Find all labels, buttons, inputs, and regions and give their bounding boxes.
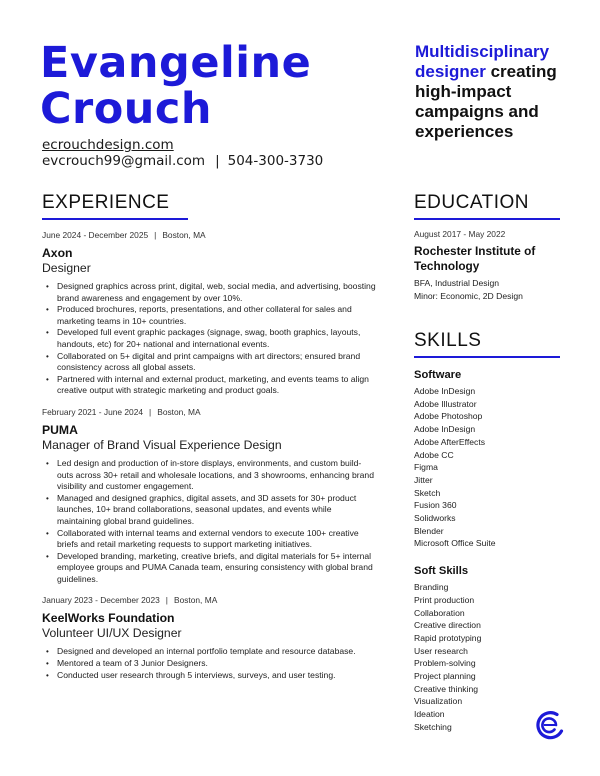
company-name: PUMA — [42, 422, 78, 437]
skills-section — [414, 330, 560, 734]
soft-skill-item: Rapid prototyping — [414, 632, 482, 643]
software-heading: Software — [414, 369, 462, 381]
job-bullets — [42, 281, 377, 397]
software-item: Solidworks — [414, 513, 456, 524]
job-bullets — [42, 646, 377, 681]
email-address[interactable]: evcrouch99@gmail.com — [42, 153, 206, 169]
contact-line — [42, 153, 323, 169]
bullet-item: • Managed and designed graphics, digital assets, and 3D assets for 30+ product launches, 10+ brand collaborations, seasonal updates, and events while maintaining global brand guidelines. — [42, 493, 377, 528]
job-meta — [42, 229, 377, 241]
soft-skill-item: Collaboration — [414, 607, 465, 618]
software-item: Jitter — [414, 474, 433, 485]
ec-monogram-logo-icon — [535, 710, 565, 740]
tagline-accent: Multidisciplinary designer — [415, 42, 550, 81]
degree-minor: Minor: Economic, 2D Design — [414, 290, 523, 301]
job-meta — [42, 406, 377, 418]
soft-skill-item: Creative direction — [414, 620, 481, 631]
software-list — [414, 385, 560, 550]
bullet-item: • Conducted user research through 5 interviews, surveys, and user testing. — [42, 670, 377, 682]
degree — [414, 277, 560, 302]
job-role: Manager of Brand Visual Experience Design — [42, 437, 282, 452]
bullet-item: • Produced brochures, reports, presentations, and other collateral for sales and marketing teams in 10+ countries. — [42, 304, 377, 327]
software-item: Figma — [414, 462, 438, 473]
job-location: Boston, MA — [157, 406, 201, 417]
company-name: KeelWorks Foundation — [42, 611, 175, 626]
job-entry-keelworks — [42, 594, 377, 681]
job-location: Boston, MA — [162, 230, 206, 240]
bullet-item: • Developed branding, marketing, creative briefs, and digital materials for 5+ internal employee groups and PUMA Canada team, ensuring consistency with global brand guidelines. — [42, 551, 377, 586]
name-first: Evangeline — [40, 38, 312, 88]
education-section — [414, 192, 560, 302]
job-entry-puma — [42, 406, 377, 586]
software-item: Adobe InDesign — [414, 386, 476, 396]
software-item: Fusion 360 — [414, 500, 457, 511]
website-link[interactable]: ecrouchdesign.com — [42, 137, 174, 153]
bullet-item: • Designed graphics across print, digital, web, social media, and advertising, boosting brand awareness and engagement by over 10%. — [42, 281, 377, 304]
soft-skill-item: Ideation — [414, 709, 445, 720]
software-item: Adobe AfterEffects — [414, 436, 486, 447]
experience-section — [42, 192, 377, 681]
contact-separator: | — [215, 153, 220, 169]
bullet-item: • Developed full event graphic packages (signage, swag, booth graphics, layouts, handouts, etc) for 20+ national and international events. — [42, 327, 377, 350]
software-item: Microsoft Office Suite — [414, 538, 496, 549]
job-bullets — [42, 458, 377, 586]
bullet-item: • Collaborated with internal teams and external vendors to execute 100+ creative briefs and retail marketing requests to support marketing initiatives. — [42, 528, 377, 551]
software-item: Blender — [414, 525, 444, 536]
candidate-name — [40, 40, 311, 132]
company-name: Axon — [42, 246, 73, 260]
job-role: Designer — [42, 261, 91, 275]
school-name: Rochester Institute of Technology — [414, 244, 536, 273]
soft-skill-item: Problem-solving — [414, 658, 476, 669]
software-item: Adobe CC — [414, 449, 454, 460]
tagline-rest: creating high-impact campaigns and experiences — [415, 62, 557, 141]
software-item: Adobe Photoshop — [414, 411, 483, 422]
education-dates: August 2017 - May 2022 — [414, 229, 506, 239]
phone-number[interactable]: 504-300-3730 — [227, 153, 324, 169]
bullet-item: • Led design and production of in-store displays, environments, and custom build-outs across 30+ retail and wholesale locations, and 3 showrooms, enhancing brand visibility and customer engagement. — [42, 458, 377, 493]
job-role: Volunteer UI/UX Designer — [42, 626, 182, 641]
software-item: Adobe InDesign — [414, 424, 476, 435]
job-dates: January 2023 - December 2023 — [42, 595, 160, 606]
experience-heading: EXPERIENCE — [42, 192, 188, 220]
soft-skill-item: Visualization — [414, 696, 463, 707]
software-item: Sketch — [414, 487, 441, 498]
job-dates: February 2021 - June 2024 — [42, 406, 144, 417]
meta-separator: | — [154, 230, 157, 240]
soft-skill-item: Sketching — [414, 721, 452, 732]
job-entry-axon — [42, 229, 377, 397]
bullet-item: • Collaborated on 5+ digital and print campaigns with art directors; ensured brand consistency across all global assets. — [42, 351, 377, 374]
soft-skill-item: Branding — [414, 582, 449, 593]
soft-skill-item: Print production — [414, 594, 475, 605]
bullet-item: • Mentored a team of 3 Junior Designers. — [42, 658, 377, 670]
name-last: Crouch — [40, 84, 213, 134]
soft-skill-item: User research — [414, 645, 468, 656]
job-meta — [42, 594, 377, 606]
meta-separator: | — [149, 406, 152, 417]
tagline — [415, 42, 585, 142]
job-location: Boston, MA — [173, 595, 218, 606]
soft-skills-heading: Soft Skills — [414, 565, 469, 578]
meta-separator: | — [165, 595, 168, 606]
bullet-item: • Partnered with internal and external product, marketing, and events teams to align creative output with strategic marketing and product goals. — [42, 374, 377, 397]
degree-major: BFA, Industrial Design — [414, 278, 500, 288]
bullet-item: • Designed and developed an internal portfolio template and resource database. — [42, 646, 377, 658]
soft-skill-item: Project planning — [414, 671, 476, 682]
software-item: Adobe Illustrator — [414, 398, 477, 409]
job-dates: June 2024 - December 2025 — [42, 230, 149, 240]
soft-skill-item: Creative thinking — [414, 683, 479, 694]
skills-heading: SKILLS — [414, 330, 560, 358]
education-heading: EDUCATION — [414, 192, 560, 220]
